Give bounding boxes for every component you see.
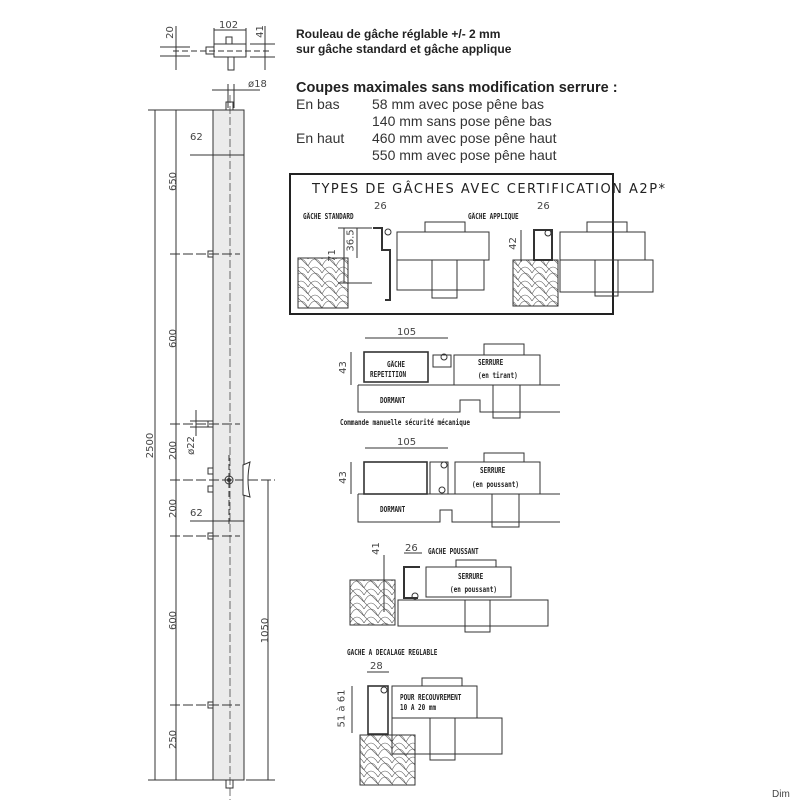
roller-note	[296, 27, 511, 57]
coupes-value: 140 mm sans pose pêne bas	[372, 113, 552, 129]
bar-seg-6: 250	[168, 729, 180, 750]
applique-height-dim: 42	[507, 237, 519, 250]
poussant-width-dim: 26	[405, 543, 418, 554]
standard-inner-dim: 36.5	[345, 229, 357, 252]
bar-diameter-mid: ø22	[185, 436, 197, 455]
bar-seg-2: 600	[168, 328, 180, 349]
certification-title: TYPES DE GÂCHES AVEC CERTIFICATION A2P*	[312, 182, 667, 197]
handle-height-dim: 1050	[260, 617, 272, 644]
bar-offset-top: 62	[190, 132, 203, 143]
roller-left-dim: 20	[164, 26, 176, 39]
repetition2-height-dim: 43	[337, 471, 349, 484]
coupes-list	[296, 96, 556, 164]
repetition-width-dim: 105	[397, 327, 417, 338]
coupes-value: 550 mm avec pose pêne haut	[372, 147, 557, 163]
decalage-width-dim: 28	[370, 661, 383, 672]
repetition-height-dim: 43	[337, 361, 349, 374]
bar-seg-1: 650	[168, 171, 180, 192]
applique-width-dim: 26	[537, 201, 550, 212]
coupes-value: 58 mm avec pose pêne bas	[372, 96, 544, 112]
standard-outer-dim: 71	[326, 249, 338, 262]
roller-note-line2: sur gâche standard et gâche applique	[296, 42, 512, 56]
coupes-value: 460 mm avec pose pêne haut	[372, 130, 557, 146]
decalage-height-dim: 51 à 61	[336, 689, 348, 728]
corner-text: Dim	[772, 789, 790, 800]
coupes-label: En bas	[296, 96, 340, 112]
repetition2-width-dim: 105	[397, 437, 417, 448]
gache-applique-label: GÂCHE APPLIQUE	[468, 212, 519, 221]
roller-diameter-dim: ø18	[248, 79, 267, 90]
bar-seg-4: 200	[168, 498, 180, 519]
coupes-label: En haut	[296, 130, 345, 146]
bar-seg-5: 600	[168, 610, 180, 631]
bar-total-dim: 2500	[145, 432, 157, 459]
standard-width-dim: 26	[374, 201, 387, 212]
recouvrement-label-1: POUR RECOUVREMENT	[400, 693, 462, 702]
gache-standard-label: GÂCHE STANDARD	[303, 212, 354, 221]
serrure-mode-2: (en poussant)	[472, 480, 519, 489]
bar-offset-mid: 62	[190, 508, 203, 519]
gache-decalage-title: GACHE A DECALAGE REGLABLE	[347, 648, 438, 657]
gache-poussant-title: GACHE POUSSANT	[428, 547, 479, 556]
poussant-height-dim: 41	[370, 542, 382, 555]
recouvrement-label-2: 10 A 20 mm	[400, 703, 437, 712]
serrure-label-2: SERRURE	[480, 466, 506, 475]
repetition-caption: Commande manuelle sécurité mécanique	[340, 418, 471, 427]
serrure-label-3: SERRURE	[458, 572, 484, 581]
gache-repetition-label-1: GÂCHE	[386, 360, 406, 369]
serrure-label-1: SERRURE	[478, 358, 504, 367]
bar-seg-3: 200	[168, 440, 180, 461]
roller-width-dim: 102	[219, 20, 239, 31]
coupes-label	[296, 113, 372, 130]
serrure-mode-1: (en tirant)	[478, 371, 518, 380]
dormant-label-1: DORMANT	[380, 396, 406, 405]
coupes-label	[296, 147, 372, 164]
gache-repetition-label-2: REPETITION	[370, 370, 407, 379]
roller-note-line1: Rouleau de gâche réglable +/- 2 mm	[296, 27, 501, 41]
roller-right-dim: 41	[254, 25, 266, 38]
serrure-mode-3: (en poussant)	[450, 585, 497, 594]
dormant-label-2: DORMANT	[380, 505, 406, 514]
coupes-title: Coupes maximales sans modification serrure :	[296, 80, 618, 96]
